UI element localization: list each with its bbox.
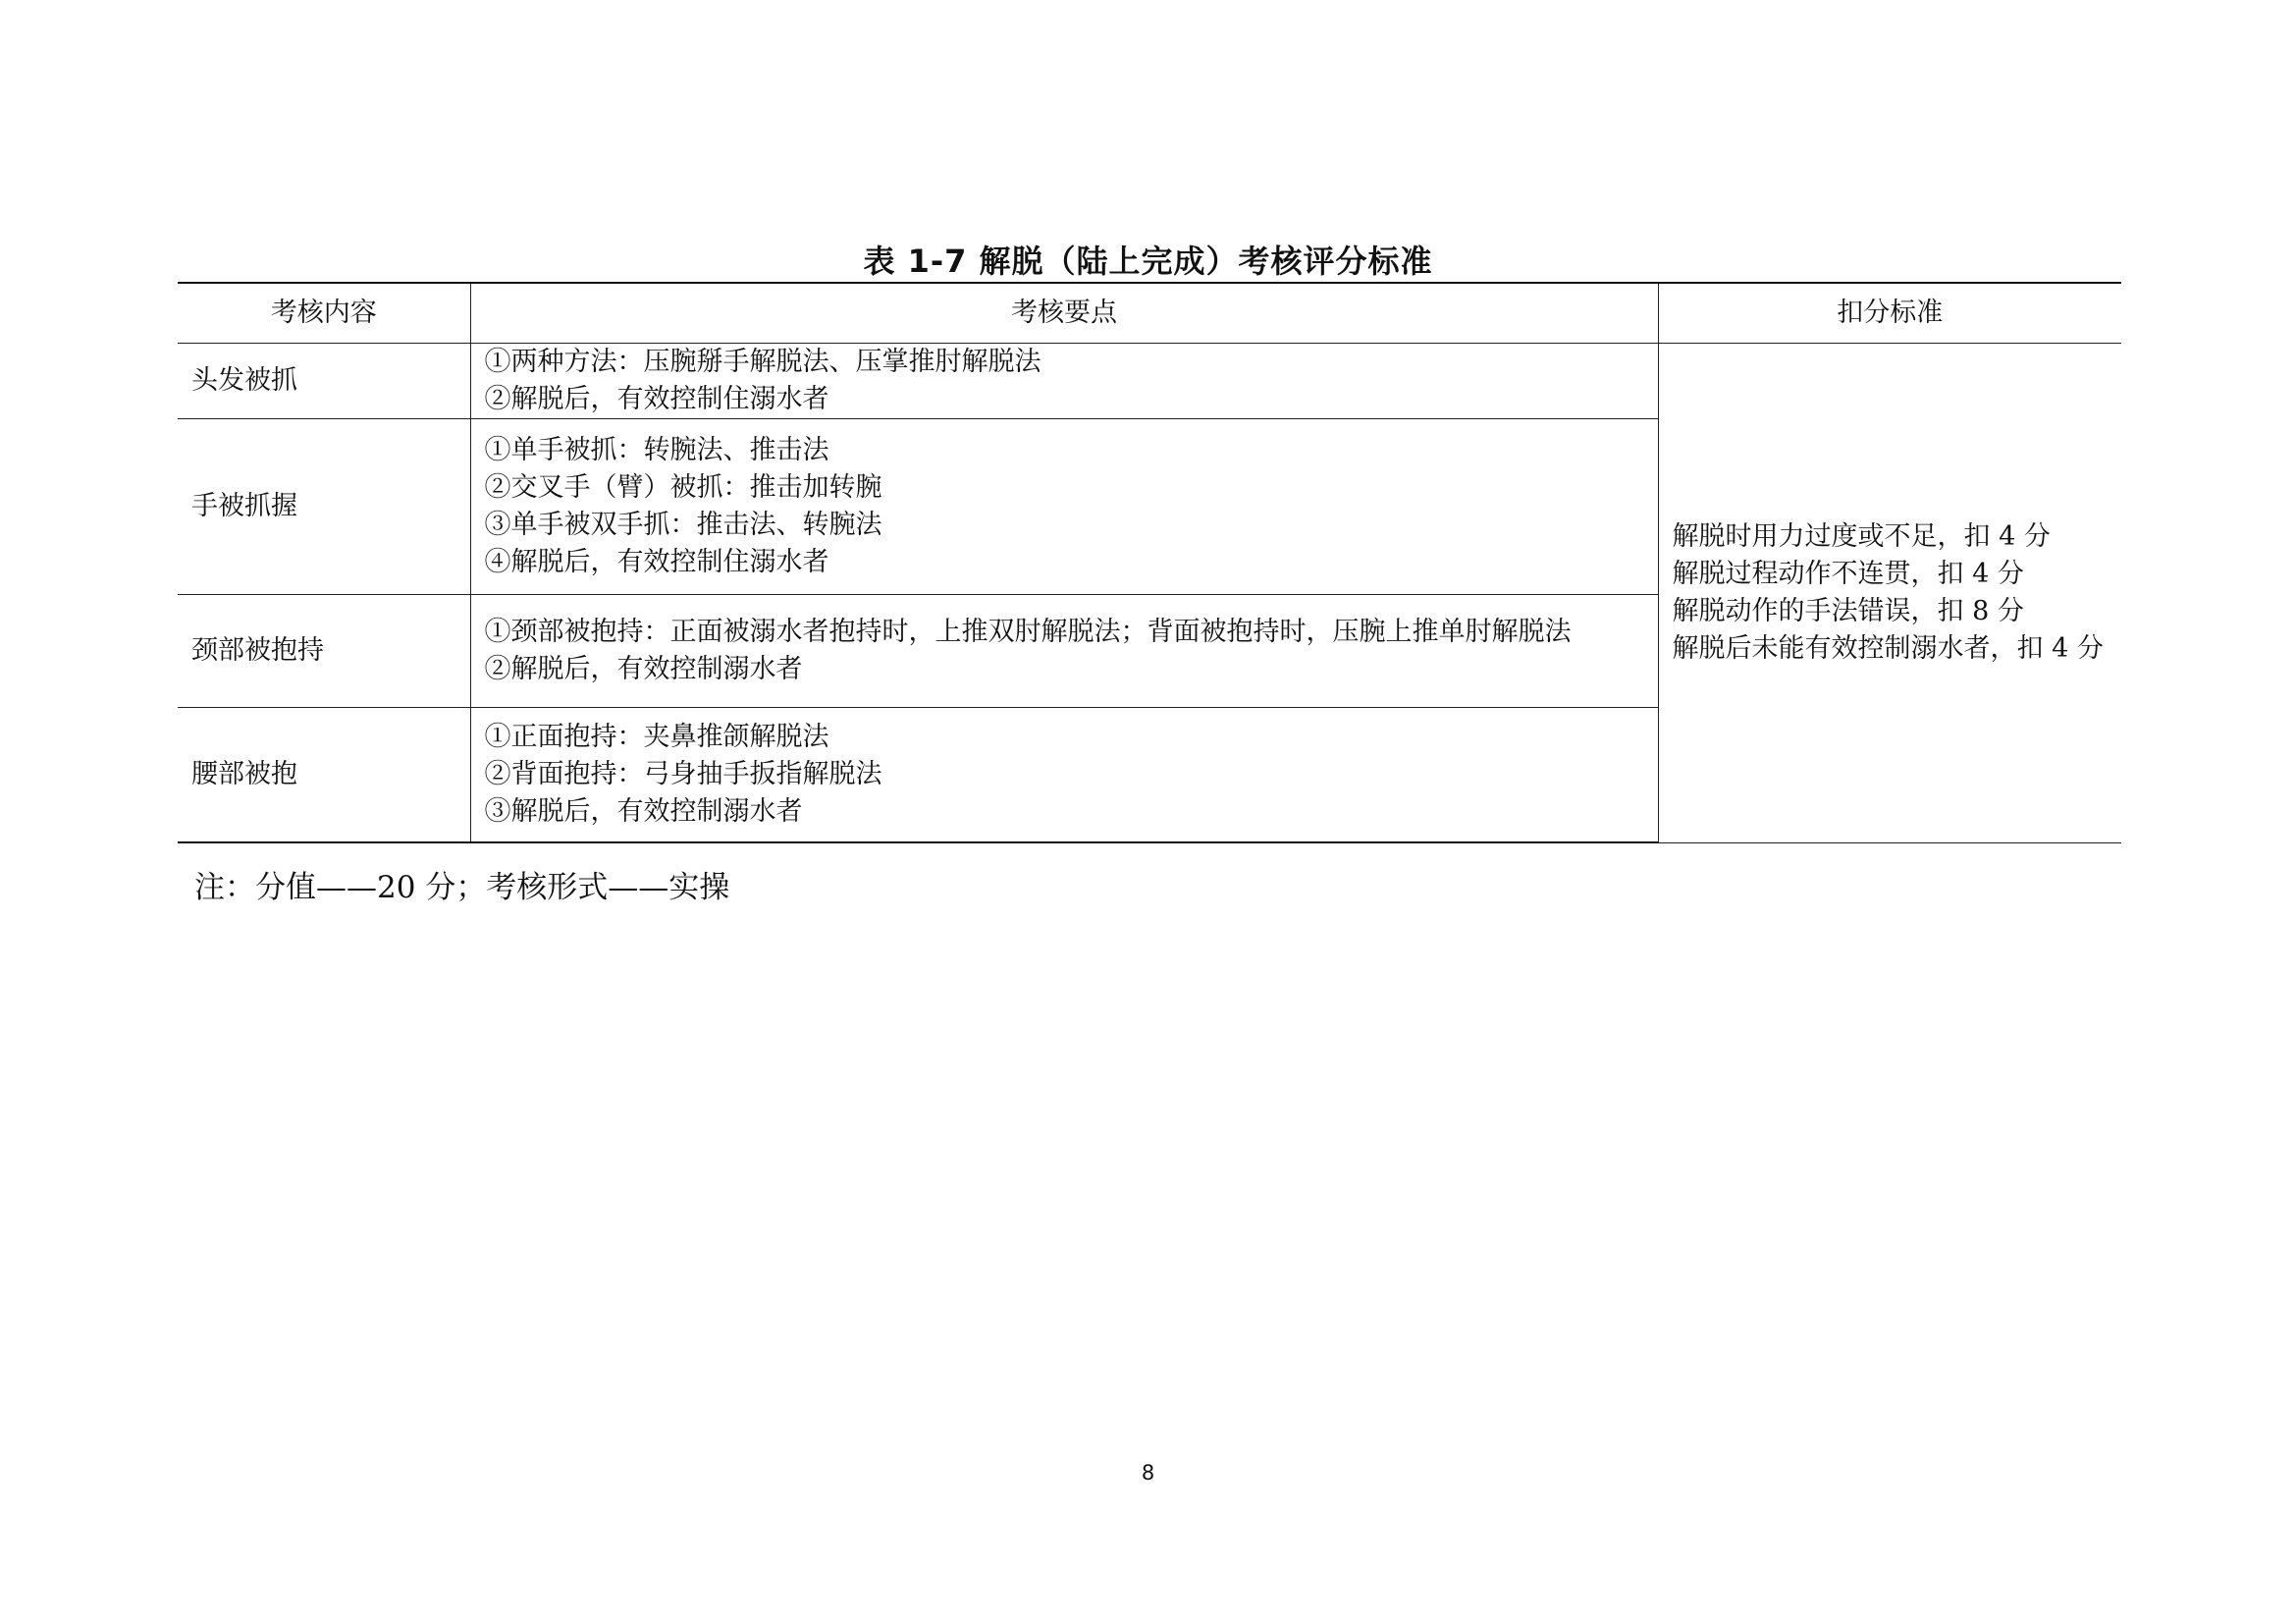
header-deduction: 扣分标准 <box>1658 283 2121 344</box>
table-note: 注：分值——20 分；考核形式——实操 <box>194 870 730 905</box>
row-points <box>470 344 1658 419</box>
header-content: 考核内容 <box>178 283 470 344</box>
point-item: ③单手被双手抓：推击法、转腕法 <box>484 510 882 540</box>
deduction-criteria <box>1658 344 2121 843</box>
point-item: ①正面抱持：夹鼻推颌解脱法 <box>484 722 829 752</box>
deduction-item: 解脱动作的手法错误，扣 8 分 <box>1672 595 2024 626</box>
header-key-points: 考核要点 <box>470 283 1658 344</box>
row-points <box>470 708 1658 843</box>
row-category: 手被抓握 <box>178 419 470 595</box>
scoring-table <box>178 282 2121 843</box>
page-number: 8 <box>1141 1461 1155 1485</box>
row-category: 头发被抓 <box>178 344 470 419</box>
point-item: ②交叉手（臂）被抓：推击加转腕 <box>484 472 882 503</box>
deduction-item: 解脱后未能有效控制溺水者，扣 4 分 <box>1672 632 2104 664</box>
point-item: ③解脱后，有效控制溺水者 <box>484 796 803 827</box>
table-title: 表 1-7 解脱（陆上完成）考核评分标准 <box>863 243 1433 280</box>
point-item: ②解脱后，有效控制住溺水者 <box>484 384 829 414</box>
deduction-item: 解脱过程动作不连贯，扣 4 分 <box>1672 558 2024 589</box>
row-points <box>470 419 1658 595</box>
row-category: 颈部被抱持 <box>178 595 470 708</box>
table-row <box>178 344 2121 419</box>
point-item: ④解脱后，有效控制住溺水者 <box>484 547 829 577</box>
deduction-item: 解脱时用力过度或不足，扣 4 分 <box>1672 520 2051 552</box>
table-header-row <box>178 283 2121 344</box>
row-points <box>470 595 1658 708</box>
point-item: ②解脱后，有效控制溺水者 <box>484 654 803 684</box>
point-item: ②背面抱持：弓身抽手扳指解脱法 <box>484 759 882 789</box>
point-item: ①单手被抓：转腕法、推击法 <box>484 435 829 465</box>
point-item: ①两种方法：压腕掰手解脱法、压掌推肘解脱法 <box>484 347 1041 377</box>
row-category: 腰部被抱 <box>178 708 470 843</box>
point-item: ①颈部被抱持：正面被溺水者抱持时，上推双肘解脱法；背面被抱持时，压腕上推单肘解脱法 <box>484 617 1572 647</box>
